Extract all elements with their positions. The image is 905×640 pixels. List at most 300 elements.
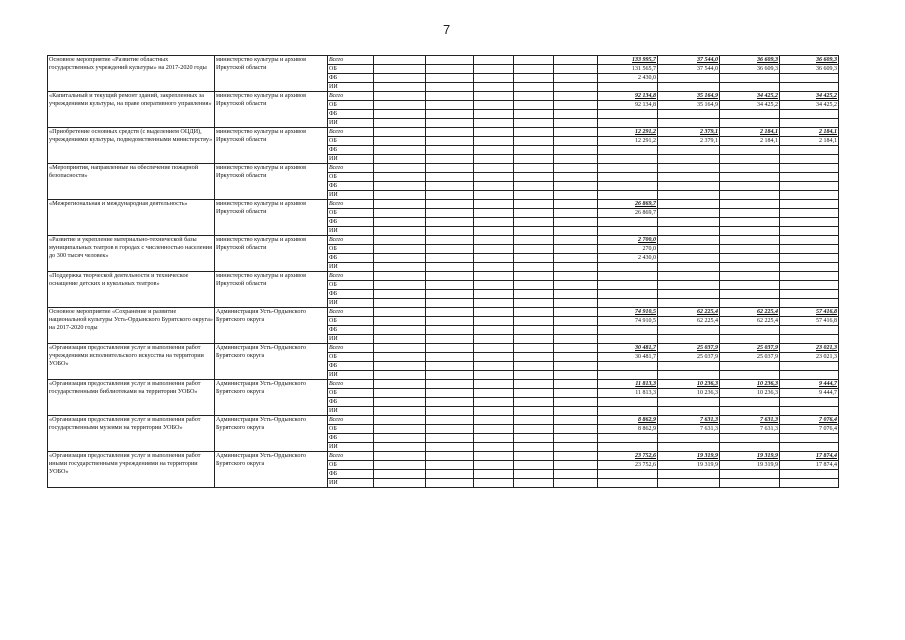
empty-cell: [374, 200, 426, 209]
amount-cell: 11 813,3: [598, 380, 658, 389]
empty-cell: [426, 65, 474, 74]
amount-cell: 12 291,2: [598, 137, 658, 146]
amount-cell: 62 225,4: [720, 317, 780, 326]
empty-cell: [514, 164, 554, 173]
amount-cell: [780, 200, 839, 209]
responsible-executor: Администрация Усть-Ордынского Бурятского округа: [215, 452, 328, 488]
empty-cell: [374, 128, 426, 137]
funding-source: ФБ: [328, 470, 374, 479]
amount-cell: 19 319,9: [720, 461, 780, 470]
amount-cell: [720, 74, 780, 83]
amount-cell: [598, 182, 658, 191]
empty-cell: [374, 146, 426, 155]
amount-cell: 74 910,5: [598, 308, 658, 317]
empty-cell: [426, 407, 474, 416]
empty-cell: [374, 182, 426, 191]
empty-cell: [554, 74, 598, 83]
amount-cell: [658, 110, 720, 119]
amount-cell: [720, 227, 780, 236]
amount-cell: [598, 398, 658, 407]
funding-source: ИИ: [328, 371, 374, 380]
amount-cell: [780, 191, 839, 200]
empty-cell: [426, 461, 474, 470]
empty-cell: [554, 272, 598, 281]
amount-cell: [658, 245, 720, 254]
empty-cell: [374, 389, 426, 398]
amount-cell: [720, 110, 780, 119]
empty-cell: [426, 389, 474, 398]
amount-cell: [658, 164, 720, 173]
amount-cell: [598, 290, 658, 299]
amount-cell: 19 319,9: [658, 461, 720, 470]
amount-cell: 2 430,0: [598, 254, 658, 263]
amount-cell: 25 037,9: [720, 353, 780, 362]
amount-cell: [720, 281, 780, 290]
empty-cell: [374, 398, 426, 407]
empty-cell: [474, 74, 514, 83]
funding-source: ФБ: [328, 398, 374, 407]
empty-cell: [426, 317, 474, 326]
amount-cell: 133 995,7: [598, 56, 658, 65]
empty-cell: [514, 389, 554, 398]
empty-cell: [374, 362, 426, 371]
empty-cell: [374, 83, 426, 92]
table-row: [48, 200, 839, 209]
empty-cell: [474, 164, 514, 173]
empty-cell: [374, 173, 426, 182]
funding-source: ОБ: [328, 461, 374, 470]
empty-cell: [514, 191, 554, 200]
empty-cell: [514, 380, 554, 389]
amount-cell: [720, 398, 780, 407]
empty-cell: [426, 353, 474, 362]
amount-cell: 10 236,3: [658, 389, 720, 398]
funding-source: ИИ: [328, 299, 374, 308]
funding-source: ОБ: [328, 137, 374, 146]
amount-cell: [720, 191, 780, 200]
amount-cell: [720, 335, 780, 344]
empty-cell: [474, 200, 514, 209]
amount-cell: [658, 218, 720, 227]
empty-cell: [374, 245, 426, 254]
funding-source: ИИ: [328, 119, 374, 128]
funding-source: ОБ: [328, 65, 374, 74]
empty-cell: [514, 209, 554, 218]
empty-cell: [426, 164, 474, 173]
amount-cell: 34 425,2: [720, 92, 780, 101]
empty-cell: [374, 380, 426, 389]
amount-cell: [658, 434, 720, 443]
empty-cell: [474, 326, 514, 335]
amount-cell: [658, 371, 720, 380]
amount-cell: 57 416,8: [780, 308, 839, 317]
amount-cell: [658, 281, 720, 290]
empty-cell: [426, 335, 474, 344]
empty-cell: [374, 263, 426, 272]
empty-cell: [426, 236, 474, 245]
funding-source: ОБ: [328, 101, 374, 110]
responsible-executor: Администрация Усть-Ордынского Бурятского округа: [215, 380, 328, 416]
amount-cell: 8 862,9: [598, 416, 658, 425]
empty-cell: [374, 353, 426, 362]
amount-cell: [780, 326, 839, 335]
amount-cell: 9 444,7: [780, 380, 839, 389]
amount-cell: [780, 254, 839, 263]
amount-cell: [720, 362, 780, 371]
empty-cell: [514, 443, 554, 452]
amount-cell: [780, 236, 839, 245]
empty-cell: [374, 281, 426, 290]
empty-cell: [426, 137, 474, 146]
amount-cell: 19 319,9: [720, 452, 780, 461]
amount-cell: [720, 119, 780, 128]
empty-cell: [474, 146, 514, 155]
empty-cell: [426, 290, 474, 299]
responsible-executor: министерство культуры и архивов Иркутской области: [215, 164, 328, 200]
empty-cell: [426, 74, 474, 83]
empty-cell: [426, 326, 474, 335]
responsible-executor: министерство культуры и архивов Иркутской области: [215, 56, 328, 92]
empty-cell: [426, 308, 474, 317]
empty-cell: [426, 272, 474, 281]
empty-cell: [514, 479, 554, 488]
empty-cell: [426, 263, 474, 272]
empty-cell: [426, 425, 474, 434]
responsible-executor: Администрация Усть-Ордынского Бурятского округа: [215, 344, 328, 380]
empty-cell: [474, 380, 514, 389]
amount-cell: [658, 74, 720, 83]
amount-cell: [720, 218, 780, 227]
amount-cell: [720, 263, 780, 272]
empty-cell: [374, 443, 426, 452]
amount-cell: [720, 371, 780, 380]
empty-cell: [374, 65, 426, 74]
empty-cell: [554, 452, 598, 461]
empty-cell: [374, 218, 426, 227]
empty-cell: [374, 155, 426, 164]
amount-cell: 10 236,3: [720, 380, 780, 389]
empty-cell: [374, 335, 426, 344]
empty-cell: [426, 83, 474, 92]
amount-cell: [658, 443, 720, 452]
empty-cell: [514, 290, 554, 299]
empty-cell: [474, 101, 514, 110]
amount-cell: [720, 164, 780, 173]
empty-cell: [554, 326, 598, 335]
amount-cell: 270,0: [598, 245, 658, 254]
activity-name: «Организация предоставления услуг и выполнения работ государственными библиотеками на территории УОБО»: [48, 380, 215, 416]
amount-cell: [598, 443, 658, 452]
empty-cell: [426, 128, 474, 137]
funding-source: ОБ: [328, 353, 374, 362]
empty-cell: [426, 371, 474, 380]
empty-cell: [514, 281, 554, 290]
empty-cell: [554, 155, 598, 164]
amount-cell: [720, 326, 780, 335]
empty-cell: [474, 353, 514, 362]
empty-cell: [426, 101, 474, 110]
empty-cell: [474, 290, 514, 299]
amount-cell: [598, 146, 658, 155]
amount-cell: [658, 398, 720, 407]
empty-cell: [474, 479, 514, 488]
empty-cell: [474, 182, 514, 191]
amount-cell: [658, 173, 720, 182]
funding-source: ИИ: [328, 407, 374, 416]
activity-name: «Организация предоставления услуг и выполнения работ государственными музеями на территории УОБО»: [48, 416, 215, 452]
amount-cell: [780, 434, 839, 443]
empty-cell: [374, 434, 426, 443]
empty-cell: [474, 110, 514, 119]
amount-cell: [720, 155, 780, 164]
empty-cell: [514, 173, 554, 182]
amount-cell: [720, 182, 780, 191]
amount-cell: [598, 110, 658, 119]
funding-source: ФБ: [328, 182, 374, 191]
amount-cell: 9 444,7: [780, 389, 839, 398]
amount-cell: 92 134,8: [598, 101, 658, 110]
table-row: [48, 164, 839, 173]
empty-cell: [474, 83, 514, 92]
empty-cell: [374, 209, 426, 218]
amount-cell: 2 184,1: [720, 137, 780, 146]
empty-cell: [474, 389, 514, 398]
funding-source: Всего: [328, 92, 374, 101]
amount-cell: [658, 236, 720, 245]
amount-cell: 30 481,7: [598, 344, 658, 353]
funding-source: Всего: [328, 416, 374, 425]
table-row: [48, 272, 839, 281]
amount-cell: 2 379,1: [658, 128, 720, 137]
empty-cell: [374, 344, 426, 353]
empty-cell: [374, 101, 426, 110]
empty-cell: [474, 173, 514, 182]
funding-source: ОБ: [328, 245, 374, 254]
empty-cell: [514, 137, 554, 146]
amount-cell: [598, 263, 658, 272]
empty-cell: [554, 299, 598, 308]
amount-cell: [598, 299, 658, 308]
empty-cell: [554, 389, 598, 398]
amount-cell: 26 869,7: [598, 209, 658, 218]
empty-cell: [374, 56, 426, 65]
amount-cell: 17 874,4: [780, 461, 839, 470]
amount-cell: 25 037,9: [658, 353, 720, 362]
amount-cell: [780, 83, 839, 92]
amount-cell: 25 037,9: [658, 344, 720, 353]
funding-source: ИИ: [328, 155, 374, 164]
empty-cell: [514, 317, 554, 326]
empty-cell: [474, 281, 514, 290]
empty-cell: [374, 452, 426, 461]
empty-cell: [474, 245, 514, 254]
amount-cell: [780, 218, 839, 227]
amount-cell: 26 869,7: [598, 200, 658, 209]
empty-cell: [474, 128, 514, 137]
empty-cell: [474, 119, 514, 128]
funding-source: Всего: [328, 380, 374, 389]
empty-cell: [554, 65, 598, 74]
empty-cell: [374, 326, 426, 335]
empty-cell: [554, 425, 598, 434]
responsible-executor: министерство культуры и архивов Иркутской области: [215, 128, 328, 164]
empty-cell: [514, 299, 554, 308]
empty-cell: [514, 308, 554, 317]
amount-cell: [780, 299, 839, 308]
empty-cell: [554, 236, 598, 245]
empty-cell: [474, 191, 514, 200]
table-row: [48, 56, 839, 65]
amount-cell: [780, 155, 839, 164]
amount-cell: 92 134,8: [598, 92, 658, 101]
amount-cell: 62 225,4: [658, 308, 720, 317]
amount-cell: 74 910,5: [598, 317, 658, 326]
empty-cell: [514, 416, 554, 425]
activity-name: «Капитальный и текущий ремонт зданий, закрепленных за учреждениями культуры, на праве оперативного управления»: [48, 92, 215, 128]
empty-cell: [514, 326, 554, 335]
empty-cell: [426, 452, 474, 461]
amount-cell: 23 021,3: [780, 353, 839, 362]
empty-cell: [474, 56, 514, 65]
table-row: [48, 344, 839, 353]
amount-cell: 8 862,9: [598, 425, 658, 434]
amount-cell: [720, 434, 780, 443]
amount-cell: [598, 326, 658, 335]
empty-cell: [474, 227, 514, 236]
amount-cell: 7 631,3: [658, 416, 720, 425]
empty-cell: [554, 290, 598, 299]
amount-cell: [720, 209, 780, 218]
amount-cell: [780, 209, 839, 218]
amount-cell: 35 164,9: [658, 92, 720, 101]
empty-cell: [426, 218, 474, 227]
activity-name: «Мероприятия, направленные на обеспечение пожарной безопасности»: [48, 164, 215, 200]
table-row: [48, 308, 839, 317]
empty-cell: [374, 137, 426, 146]
empty-cell: [474, 416, 514, 425]
empty-cell: [514, 344, 554, 353]
empty-cell: [474, 299, 514, 308]
empty-cell: [426, 299, 474, 308]
responsible-executor: министерство культуры и архивов Иркутской области: [215, 272, 328, 308]
empty-cell: [554, 434, 598, 443]
funding-source: ИИ: [328, 479, 374, 488]
empty-cell: [374, 254, 426, 263]
amount-cell: 7 631,3: [720, 416, 780, 425]
empty-cell: [374, 425, 426, 434]
amount-cell: [658, 362, 720, 371]
empty-cell: [474, 308, 514, 317]
empty-cell: [514, 272, 554, 281]
activity-name: «Организация предоставления услуг и выполнения работ учреждениями исполнительского искусства на территории УОБО»: [48, 344, 215, 380]
amount-cell: 2 184,1: [780, 128, 839, 137]
amount-cell: [658, 272, 720, 281]
activity-name: «Организация предоставления услуг и выполнения работ иными государственными учреждениями на территории УОБО»: [48, 452, 215, 488]
empty-cell: [514, 110, 554, 119]
empty-cell: [426, 191, 474, 200]
amount-cell: 2 184,1: [720, 128, 780, 137]
amount-cell: [720, 470, 780, 479]
empty-cell: [474, 425, 514, 434]
amount-cell: [780, 173, 839, 182]
empty-cell: [554, 218, 598, 227]
amount-cell: [658, 182, 720, 191]
table-row: [48, 380, 839, 389]
table-row: [48, 452, 839, 461]
empty-cell: [474, 317, 514, 326]
amount-cell: [720, 479, 780, 488]
empty-cell: [554, 137, 598, 146]
amount-cell: [658, 191, 720, 200]
empty-cell: [514, 398, 554, 407]
empty-cell: [514, 92, 554, 101]
empty-cell: [426, 380, 474, 389]
empty-cell: [426, 110, 474, 119]
amount-cell: 25 037,9: [720, 344, 780, 353]
amount-cell: [780, 371, 839, 380]
empty-cell: [474, 461, 514, 470]
amount-cell: 62 225,4: [658, 317, 720, 326]
amount-cell: 11 813,3: [598, 389, 658, 398]
activity-name: «Развитие и укрепление материально-технической базы муниципальных театров в городах с численностью населения до 300 тысяч человек»: [48, 236, 215, 272]
amount-cell: 2 700,0: [598, 236, 658, 245]
responsible-executor: министерство культуры и архивов Иркутской области: [215, 200, 328, 236]
empty-cell: [474, 218, 514, 227]
empty-cell: [374, 272, 426, 281]
funding-source: Всего: [328, 164, 374, 173]
responsible-executor: Администрация Усть-Ордынского Бурятского округа: [215, 416, 328, 452]
amount-cell: 34 425,2: [780, 92, 839, 101]
empty-cell: [426, 200, 474, 209]
empty-cell: [554, 371, 598, 380]
empty-cell: [514, 155, 554, 164]
amount-cell: 7 631,3: [658, 425, 720, 434]
empty-cell: [426, 398, 474, 407]
amount-cell: [780, 470, 839, 479]
amount-cell: 7 076,4: [780, 425, 839, 434]
amount-cell: [598, 173, 658, 182]
empty-cell: [514, 263, 554, 272]
amount-cell: 12 291,2: [598, 128, 658, 137]
empty-cell: [514, 227, 554, 236]
amount-cell: [780, 290, 839, 299]
amount-cell: [658, 470, 720, 479]
empty-cell: [426, 209, 474, 218]
empty-cell: [426, 416, 474, 425]
empty-cell: [474, 443, 514, 452]
empty-cell: [514, 56, 554, 65]
empty-cell: [554, 353, 598, 362]
empty-cell: [474, 209, 514, 218]
empty-cell: [514, 470, 554, 479]
table-row: [48, 92, 839, 101]
empty-cell: [514, 74, 554, 83]
table-row: [48, 236, 839, 245]
amount-cell: 23 752,6: [598, 461, 658, 470]
amount-cell: 37 544,0: [658, 56, 720, 65]
amount-cell: [720, 236, 780, 245]
empty-cell: [554, 263, 598, 272]
empty-cell: [554, 416, 598, 425]
funding-source: ИИ: [328, 335, 374, 344]
empty-cell: [514, 146, 554, 155]
empty-cell: [474, 236, 514, 245]
empty-cell: [426, 119, 474, 128]
amount-cell: [598, 272, 658, 281]
amount-cell: [780, 110, 839, 119]
responsible-executor: министерство культуры и архивов Иркутской области: [215, 92, 328, 128]
funding-source: ИИ: [328, 83, 374, 92]
